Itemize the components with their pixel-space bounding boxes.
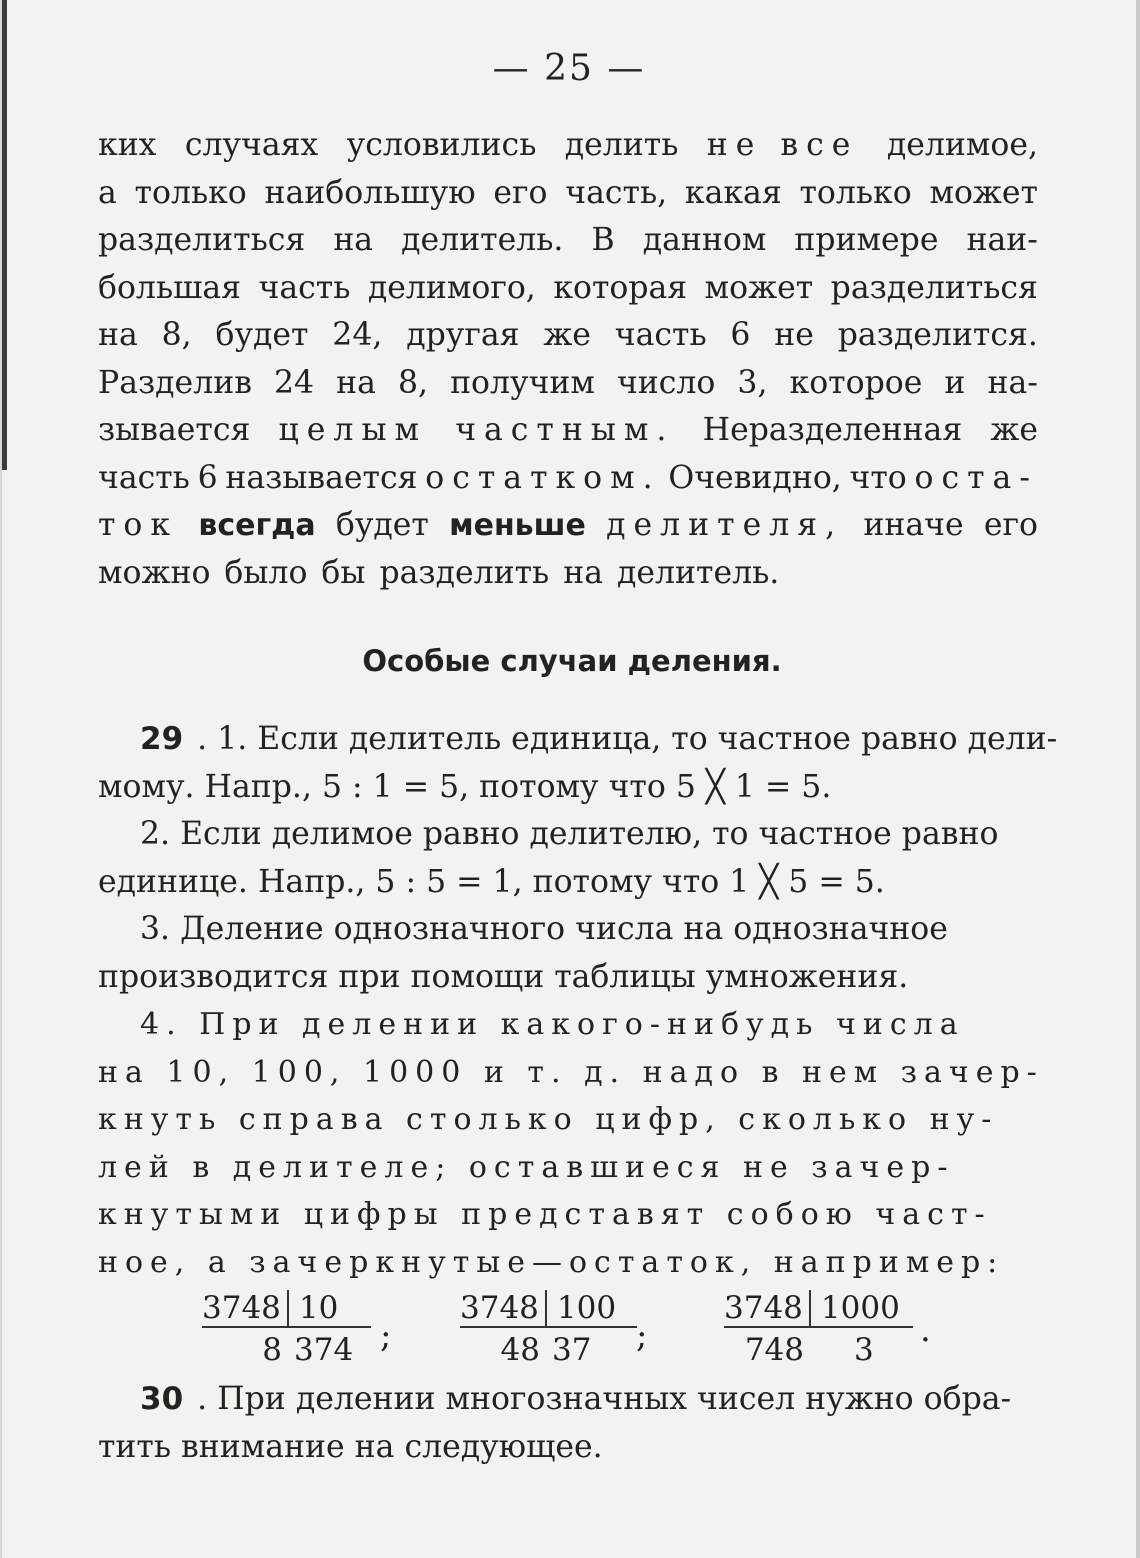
text-line: ток всегда будет меньше делителя, иначе его — [98, 507, 1038, 543]
section-30 — [98, 1376, 1038, 1471]
text-line: кнуть справа столько цифр, сколько ну- — [98, 1102, 999, 1137]
text-line: большая часть делимого, которая может разделиться — [98, 269, 1038, 306]
remainder: 8 — [262, 1332, 282, 1368]
text-line: производится при помощи таблицы умножения. — [98, 958, 909, 995]
dividend: 3748 — [202, 1290, 287, 1328]
text-line: единице. Напр., 5 : 5 = 1, потому что 1 ╳ 5 = 5. — [98, 863, 885, 900]
text-line: разделиться на делитель. В данном примере наи- — [98, 222, 1038, 258]
text-line: 2. Если делимое равно делителю, то частное равно — [140, 816, 999, 852]
text-line: на 8, будет 24, другая же часть 6 не разделится. — [98, 317, 1038, 353]
punctuation: . — [920, 1310, 931, 1350]
text-line: 29 . 1. Если делитель единица, то частное равно дели- — [140, 721, 1058, 757]
text-line: лей в делителе; оставшиеся не зачер- — [98, 1149, 955, 1185]
text-line: Разделив 24 на 8, получим число 3, которое и на- — [98, 364, 1038, 401]
quotient: 3 — [854, 1332, 874, 1368]
text-line: ное, а зачеркнутые—остаток, например: — [98, 1244, 1005, 1280]
dividend: 3748 — [724, 1290, 809, 1328]
text-line: тить внимание на следующее. — [98, 1428, 603, 1465]
section-number: 30 — [140, 1381, 184, 1417]
quotient: 37 — [552, 1332, 592, 1368]
text-line: 30 . При делении многозначных чисел нужно обра- — [140, 1381, 1012, 1417]
text-line: можно было бы разделить на делитель. — [98, 554, 780, 591]
text-line: часть 6 называется остатком. Очевидно, что оста- — [98, 459, 1038, 496]
page-number: — 25 — — [492, 48, 646, 89]
text-line: 3. Деление однозначного числа на однозначное — [140, 911, 948, 947]
section-heading: Особые случаи деления. — [362, 644, 782, 678]
division-examples — [202, 1290, 962, 1370]
dividend: 3748 — [460, 1290, 545, 1328]
remainder: 48 — [500, 1332, 540, 1368]
text-line: кнутыми цифры представят собою част- — [98, 1197, 992, 1232]
text-line: зывается целым частным. Неразделенная же — [98, 412, 1038, 448]
text-line: а только наибольшую его часть, какая только может — [98, 174, 1038, 211]
division-example — [724, 1290, 931, 1368]
division-example — [202, 1290, 392, 1368]
section-29 — [98, 716, 1058, 1286]
quotient: 374 — [294, 1332, 354, 1368]
text-line: 4. При делении какого-нибудь числа — [140, 1007, 965, 1042]
division-example — [460, 1290, 648, 1368]
punctuation: ; — [380, 1316, 392, 1356]
remainder: 748 — [744, 1332, 804, 1368]
divisor: 1000 — [809, 1290, 913, 1328]
text-line: на 10, 100, 1000 и т. д. надо в нем зачер- — [98, 1054, 1044, 1090]
divisor: 10 — [287, 1290, 371, 1328]
section-number: 29 — [140, 721, 184, 757]
punctuation: ; — [636, 1316, 648, 1356]
divisor: 100 — [545, 1290, 637, 1328]
text-line: мому. Напр., 5 : 1 = 5, потому что 5 ╳ 1 = 5. — [98, 768, 832, 805]
text-line: ких случаях условились делить не все делимое, — [98, 127, 1038, 163]
paragraph-remainder-explanation — [98, 122, 1038, 597]
